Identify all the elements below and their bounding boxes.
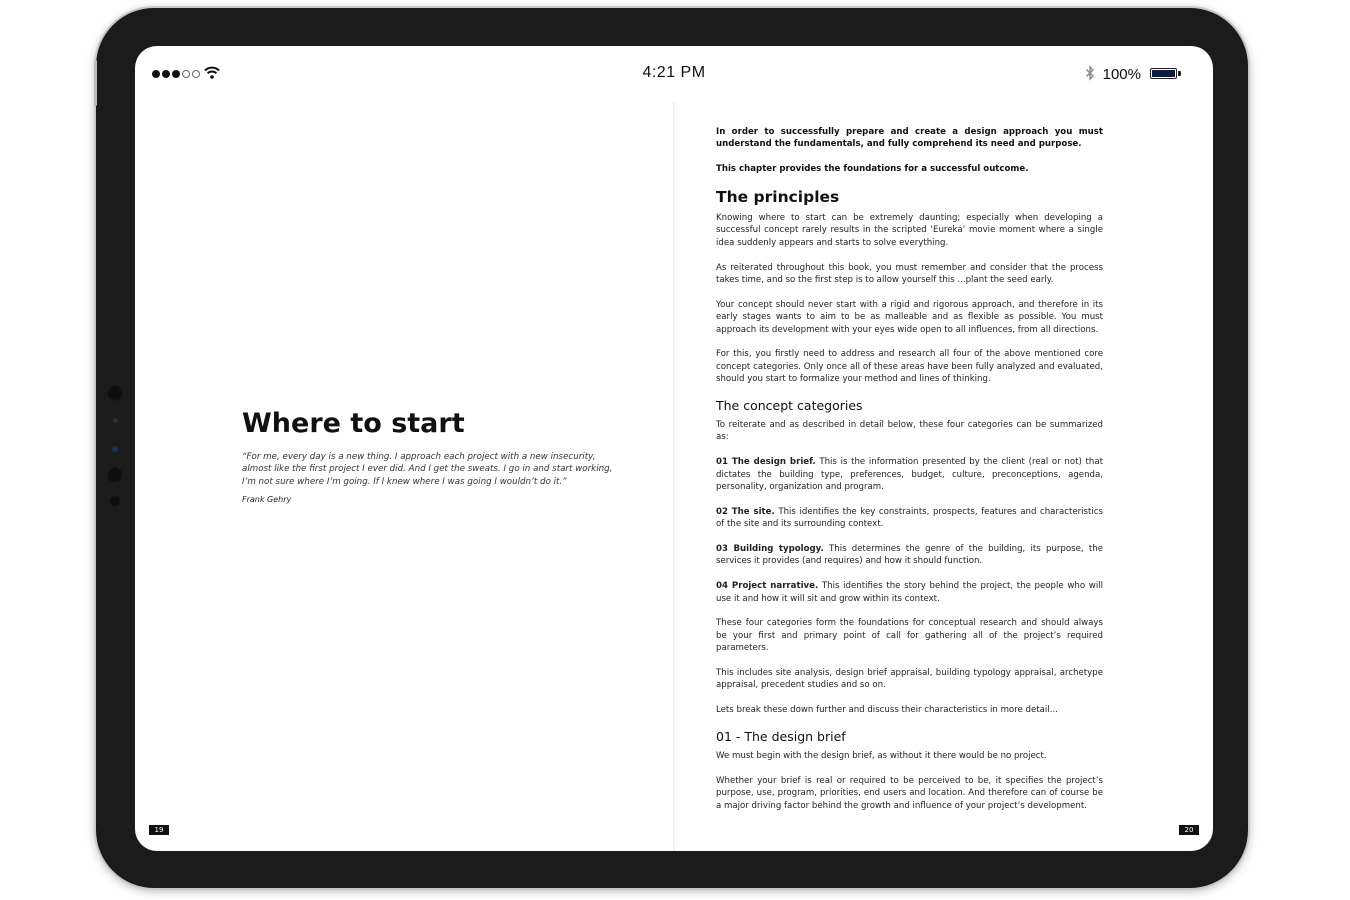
body-paragraph: We must begin with the design brief, as without it there would be no project. — [716, 751, 1047, 762]
chapter-quote: “For me, every day is a new thing. I approach each project with a new insecurity, almost like the first project I ever did. And I get the sweats. I go in and start working, I’m not sure where I’m going. If I knew where I was going I wouldn’t do it.” — [242, 452, 613, 487]
category-text: This identifies the key constraints, prospects, features and characteristics of the site and its surrounding context. — [716, 506, 1103, 530]
right-page — [716, 126, 1103, 824]
body-paragraph: These four categories form the foundations for conceptual research and should always be your first and primary point of call for gathering all of the project’s required parameters. — [716, 618, 1103, 654]
battery-icon — [1150, 68, 1177, 79]
category-item — [716, 456, 1103, 493]
bluetooth-icon — [1085, 65, 1095, 81]
camera-lens-icon — [106, 466, 124, 484]
category-title: 04 Project narrative. — [716, 581, 819, 592]
category-text: This identifies the story behind the project, the people who will use it and how it will sit and grow within its context. — [716, 581, 1103, 604]
quote-author: Frank Gehry — [242, 495, 292, 504]
body-paragraph: As reiterated throughout this book, you must remember and consider that the process takes time, and so the first step is to allow yourself this ...plant the seed early. — [716, 262, 1103, 286]
light-sensor-icon — [112, 446, 118, 452]
sensor-dot-icon — [113, 418, 118, 423]
status-bar — [135, 46, 1213, 102]
category-text: This determines the genre of the building, its purpose, the services it provides (and requires) and how it should function. — [716, 544, 1103, 567]
category-title: 02 The site. — [716, 506, 775, 517]
category-item — [716, 580, 1103, 605]
camera-sensor-icon — [106, 384, 124, 402]
tablet-screen — [135, 46, 1213, 851]
category-item — [716, 506, 1103, 531]
section-heading-design-brief: 01 - The design brief — [716, 729, 846, 745]
body-paragraph: Your concept should never start with a rigid and rigorous approach, and therefore in its early stages wants to aim to be as malleable and as flexible as possible. You must approach its development with your eyes wide open to all influences, from all directions. — [716, 299, 1103, 335]
intro-paragraph: This chapter provides the foundations for a successful outcome. — [716, 164, 1029, 175]
body-paragraph: Knowing where to start can be extremely daunting; especially when developing a successful concept rarely results in the scripted ‘Eureka’ movie moment where a single idea suddenly appears and starts to solve everything. — [716, 213, 1103, 248]
section-heading-principles: The principles — [716, 188, 840, 206]
status-time: 4:21 PM — [642, 64, 706, 81]
battery-percentage: 100% — [1102, 66, 1141, 83]
section-heading-categories: The concept categories — [716, 398, 863, 414]
battery-nub — [1178, 71, 1181, 76]
body-paragraph: For this, you firstly need to address and research all four of the above mentioned core concept categories. Only once all of these areas have been fully analyzed and evaluated, should you start to formalize your method and lines of thinking. — [716, 349, 1103, 385]
category-item — [716, 543, 1103, 568]
body-paragraph: Whether your brief is real or required to be perceived to be, it specifies the project’s purpose, use, program, priorities, end users and location. And therefore can of course be a major driving factor behind the growth and influence of your project’s development. — [716, 775, 1103, 811]
intro-paragraph: In order to successfully prepare and create a design approach you must understand the fundamentals, and fully comprehend its need and purpose. — [716, 127, 1103, 150]
side-button-top — [94, 60, 97, 106]
flash-icon — [108, 494, 122, 508]
body-paragraph: To reiterate and as described in detail below, these four categories can be summarized as: — [716, 420, 1103, 443]
body-paragraph: This includes site analysis, design brief appraisal, building typology appraisal, archetype appraisal, precedent studies and so on. — [716, 668, 1103, 691]
category-title: 03 Building typology. — [716, 544, 824, 555]
category-title: 01 The design brief. — [716, 457, 816, 468]
book-spine — [673, 102, 675, 851]
page-number-left: 19 — [149, 825, 169, 835]
category-text: This is the information presented by the client (real or not) that dictates the building type, preferences, budget, culture, preconceptions, agenda, personality, organization and program. — [716, 457, 1103, 493]
page-number-right: 20 — [1179, 825, 1199, 835]
chapter-title: Where to start — [242, 408, 465, 439]
body-paragraph: Lets break these down further and discuss their characteristics in more detail... — [716, 705, 1058, 716]
